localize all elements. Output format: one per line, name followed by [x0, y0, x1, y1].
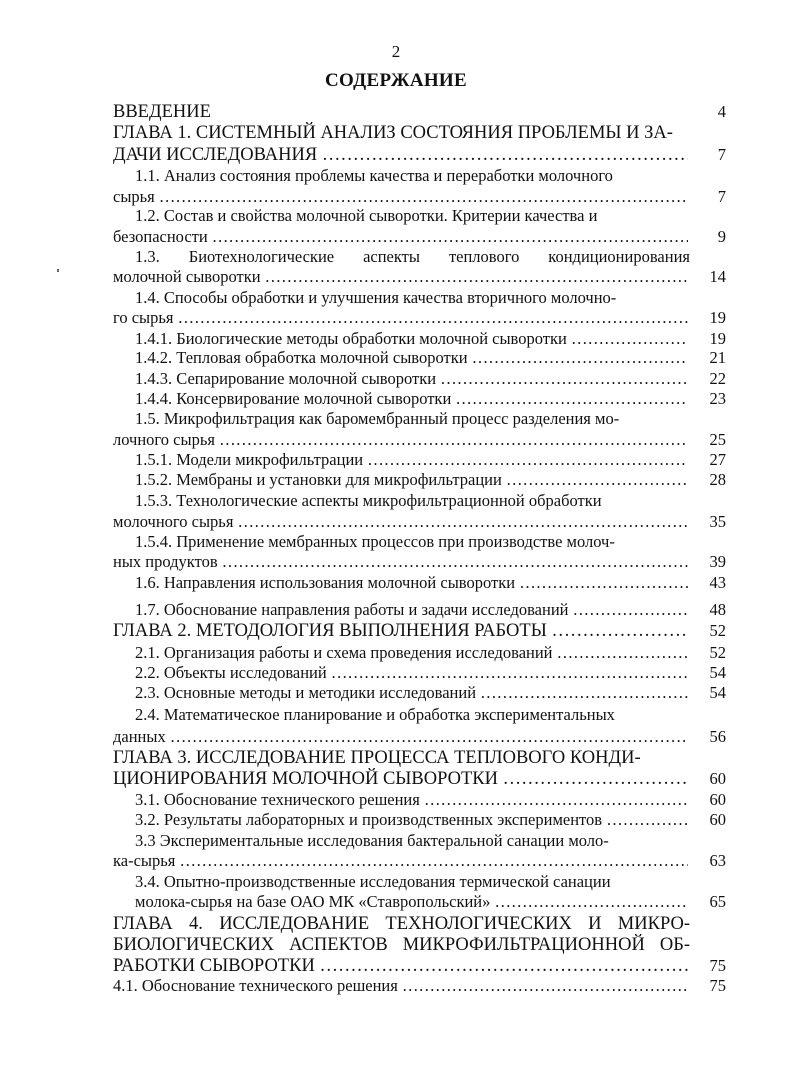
toc-entry-text: 1.2. Состав и свойства молочной сыворотки. Критерии качества и: [135, 206, 598, 225]
toc-entry-text: ГЛАВА 3. ИССЛЕДОВАНИЕ ПРОЦЕССА ТЕПЛОВОГО КОНДИ-: [113, 748, 641, 768]
toc-entry-text: 2.2. Объекты исследований ……………………………………………………………………………………………………………………………………………………………: [135, 662, 688, 684]
toc-entry-text: 1.1. Анализ состояния проблемы качества и переработки молочного: [135, 166, 613, 185]
toc-entry-line: [135, 165, 690, 187]
toc-entry-line: [135, 490, 690, 512]
toc-page-number: 14: [709, 267, 726, 286]
toc-entry-text: молочной сыворотки ……………………………………………………………………………………………………………………………………………………………: [113, 266, 688, 288]
toc-entry-text: 1.5.2. Мембраны и установки для микрофильтрации ……………………………………………………………………………………………………………………………………………………………: [135, 469, 688, 491]
toc-page-number: 60: [709, 790, 726, 809]
toc-page-number: 54: [709, 663, 726, 682]
toc-entry-text: БИОЛОГИЧЕСКИХ АСПЕКТОВ МИКРОФИЛЬТРАЦИОННОЙ ОБ-: [113, 935, 690, 955]
toc-entry-text: 3.2. Результаты лабораторных и производственных экспериментов ……………………………………………………………………………………………………………………………………………………………: [135, 809, 688, 831]
toc-page-number: 52: [709, 643, 726, 662]
toc-page-number: 43: [709, 573, 726, 592]
toc-page-number: 35: [709, 512, 726, 531]
toc-entry-line: [113, 913, 690, 935]
toc-entry-text: молочного сырья ……………………………………………………………………………………………………………………………………………………………: [113, 511, 688, 533]
toc-entry-text: 1.4. Способы обработки и улучшения качества вторичного молочно-: [135, 288, 617, 307]
toc-entry-line: [135, 246, 690, 268]
toc-entry-text: молока-сырья на базе ОАО МК «Ставропольский» ……………………………………………………………………………………………………………………………………………………………: [135, 891, 688, 913]
toc-entry-text: 1.5.4. Применение мембранных процессов при производстве молоч-: [135, 532, 615, 551]
toc-page-number: 7: [717, 187, 726, 206]
toc-page-number: 22: [709, 369, 726, 388]
toc-entry-text: 1.5.3. Технологические аспекты микрофильтрационной обработки: [135, 491, 602, 510]
toc-page-number: 27: [709, 450, 726, 469]
toc-entry-text: сырья ……………………………………………………………………………………………………………………………………………………………: [113, 186, 688, 208]
toc-entry-text: лочного сырья ……………………………………………………………………………………………………………………………………………………………: [113, 429, 688, 451]
toc-page-number: 25: [709, 430, 726, 449]
toc-page-number: 54: [709, 683, 726, 702]
toc-entry-text: ка-сырья ……………………………………………………………………………………………………………………………………………………………: [113, 850, 688, 872]
toc-entry-text: 3.4. Опытно-производственные исследования термической санации: [135, 872, 611, 891]
toc-entry-text: 1.6. Направления использования молочной сыворотки ……………………………………………………………………………………………………………………………………………………………: [135, 572, 688, 594]
toc-page-number: 65: [709, 892, 726, 911]
toc-entry-line: [135, 205, 690, 227]
toc-page-number: 39: [709, 552, 726, 571]
toc-entry-line: [113, 934, 690, 956]
toc-page-number: 19: [709, 329, 726, 348]
toc-page-number: 19: [709, 308, 726, 327]
toc-entry-text: ГЛАВА 2. МЕТОДОЛОГИЯ ВЫПОЛНЕНИЯ РАБОТЫ ……………………………………………………………………………………………………………………………………………………………: [113, 620, 688, 642]
toc-page-number: 23: [709, 389, 726, 408]
toc-entry-text: 3.1. Обоснование технического решения ……………………………………………………………………………………………………………………………………………………………: [135, 789, 688, 811]
toc-entry-text: 2.1. Организация работы и схема проведения исследований ……………………………………………………………………………………………………………………………………………………………: [135, 642, 688, 664]
toc-page-number: 7: [717, 145, 726, 164]
toc-entry-text: 1.5.1. Модели микрофильтрации ……………………………………………………………………………………………………………………………………………………………: [135, 449, 688, 471]
toc-entry-text: данных ……………………………………………………………………………………………………………………………………………………………: [113, 726, 688, 748]
toc-entry-text: ВВЕДЕНИЕ: [113, 102, 211, 122]
toc-entry-text: 2.3. Основные методы и методики исследований ……………………………………………………………………………………………………………………………………………………………: [135, 682, 688, 704]
toc-page-number: 48: [709, 600, 726, 619]
toc-entry-text: 4.1. Обоснование технического решения ……………………………………………………………………………………………………………………………………………………………: [113, 975, 688, 997]
page-title: СОДЕРЖАНИЕ: [325, 70, 467, 91]
toc-entry-line: [135, 871, 690, 893]
toc-page-number: 75: [709, 956, 726, 975]
toc-entry-text: 1.5. Микрофильтрация как баромембранный процесс разделения мо-: [135, 409, 620, 428]
toc-page-number: 28: [709, 470, 726, 489]
toc-entry-text: 1.4.1. Биологические методы обработки молочной сыворотки ……………………………………………………………………………………………………………………………………………………………: [135, 328, 688, 350]
toc-entry-text: го сырья ……………………………………………………………………………………………………………………………………………………………: [113, 307, 688, 329]
toc-entry-text: 1.4.4. Консервирование молочной сыворотки ……………………………………………………………………………………………………………………………………………………………: [135, 388, 688, 410]
toc-entry-text: ных продуктов ……………………………………………………………………………………………………………………………………………………………: [113, 551, 688, 573]
toc-page-number: 4: [717, 102, 726, 121]
toc-page-number: 60: [709, 810, 726, 829]
toc-entry-text: безопасности ……………………………………………………………………………………………………………………………………………………………: [113, 226, 688, 248]
toc-page-number: 56: [709, 727, 726, 746]
toc-entry-text: ГЛАВА 1. СИСТЕМНЫЙ АНАЛИЗ СОСТОЯНИЯ ПРОБЛЕМЫ И ЗА-: [113, 123, 673, 143]
toc-entry-line: [113, 747, 690, 769]
toc-entry-text: ДАЧИ ИССЛЕДОВАНИЯ ……………………………………………………………………………………………………………………………………………………………: [113, 144, 688, 166]
toc-entry-text: 3.3 Экспериментальные исследования бактеральной санации моло-: [135, 831, 609, 850]
toc-entry-line: [135, 531, 690, 553]
toc-entry-line: [135, 408, 690, 430]
toc-page-number: 52: [709, 621, 726, 640]
toc-entry-line: [135, 704, 690, 726]
toc-entry-text: ЦИОНИРОВАНИЯ МОЛОЧНОЙ СЫВОРОТКИ ……………………………………………………………………………………………………………………………………………………………: [113, 768, 688, 790]
toc-page-number: 75: [709, 976, 726, 995]
toc-page-number: 21: [709, 348, 726, 367]
toc-entry-text: РАБОТКИ СЫВОРОТКИ ……………………………………………………………………………………………………………………………………………………………: [113, 955, 688, 977]
toc-entry-text: 1.7. Обоснование направления работы и задачи исследований ……………………………………………………………………………………………………………………………………………………………: [135, 599, 688, 621]
toc-page-number: 63: [709, 851, 726, 870]
toc-page-number: 60: [709, 769, 726, 788]
toc-entry-text: 1.3. Биотехнологические аспекты теплового кондиционирования: [135, 247, 690, 266]
toc-entry-line: [113, 122, 690, 144]
toc-entry-line: [135, 830, 690, 852]
toc-entry-line: [135, 287, 690, 309]
toc-entry-text: 1.4.3. Сепарирование молочной сыворотки ……………………………………………………………………………………………………………………………………………………………: [135, 368, 688, 390]
toc-entry-text: 2.4. Математическое планирование и обработка экспериментальных: [135, 705, 615, 724]
toc-entry-text: 1.4.2. Тепловая обработка молочной сыворотки ……………………………………………………………………………………………………………………………………………………………: [135, 347, 688, 369]
toc-page-number: 9: [717, 227, 726, 246]
page-number: 2: [391, 42, 401, 61]
toc-entry-text: ГЛАВА 4. ИССЛЕДОВАНИЕ ТЕХНОЛОГИЧЕСКИХ И МИКРО-: [113, 914, 690, 934]
